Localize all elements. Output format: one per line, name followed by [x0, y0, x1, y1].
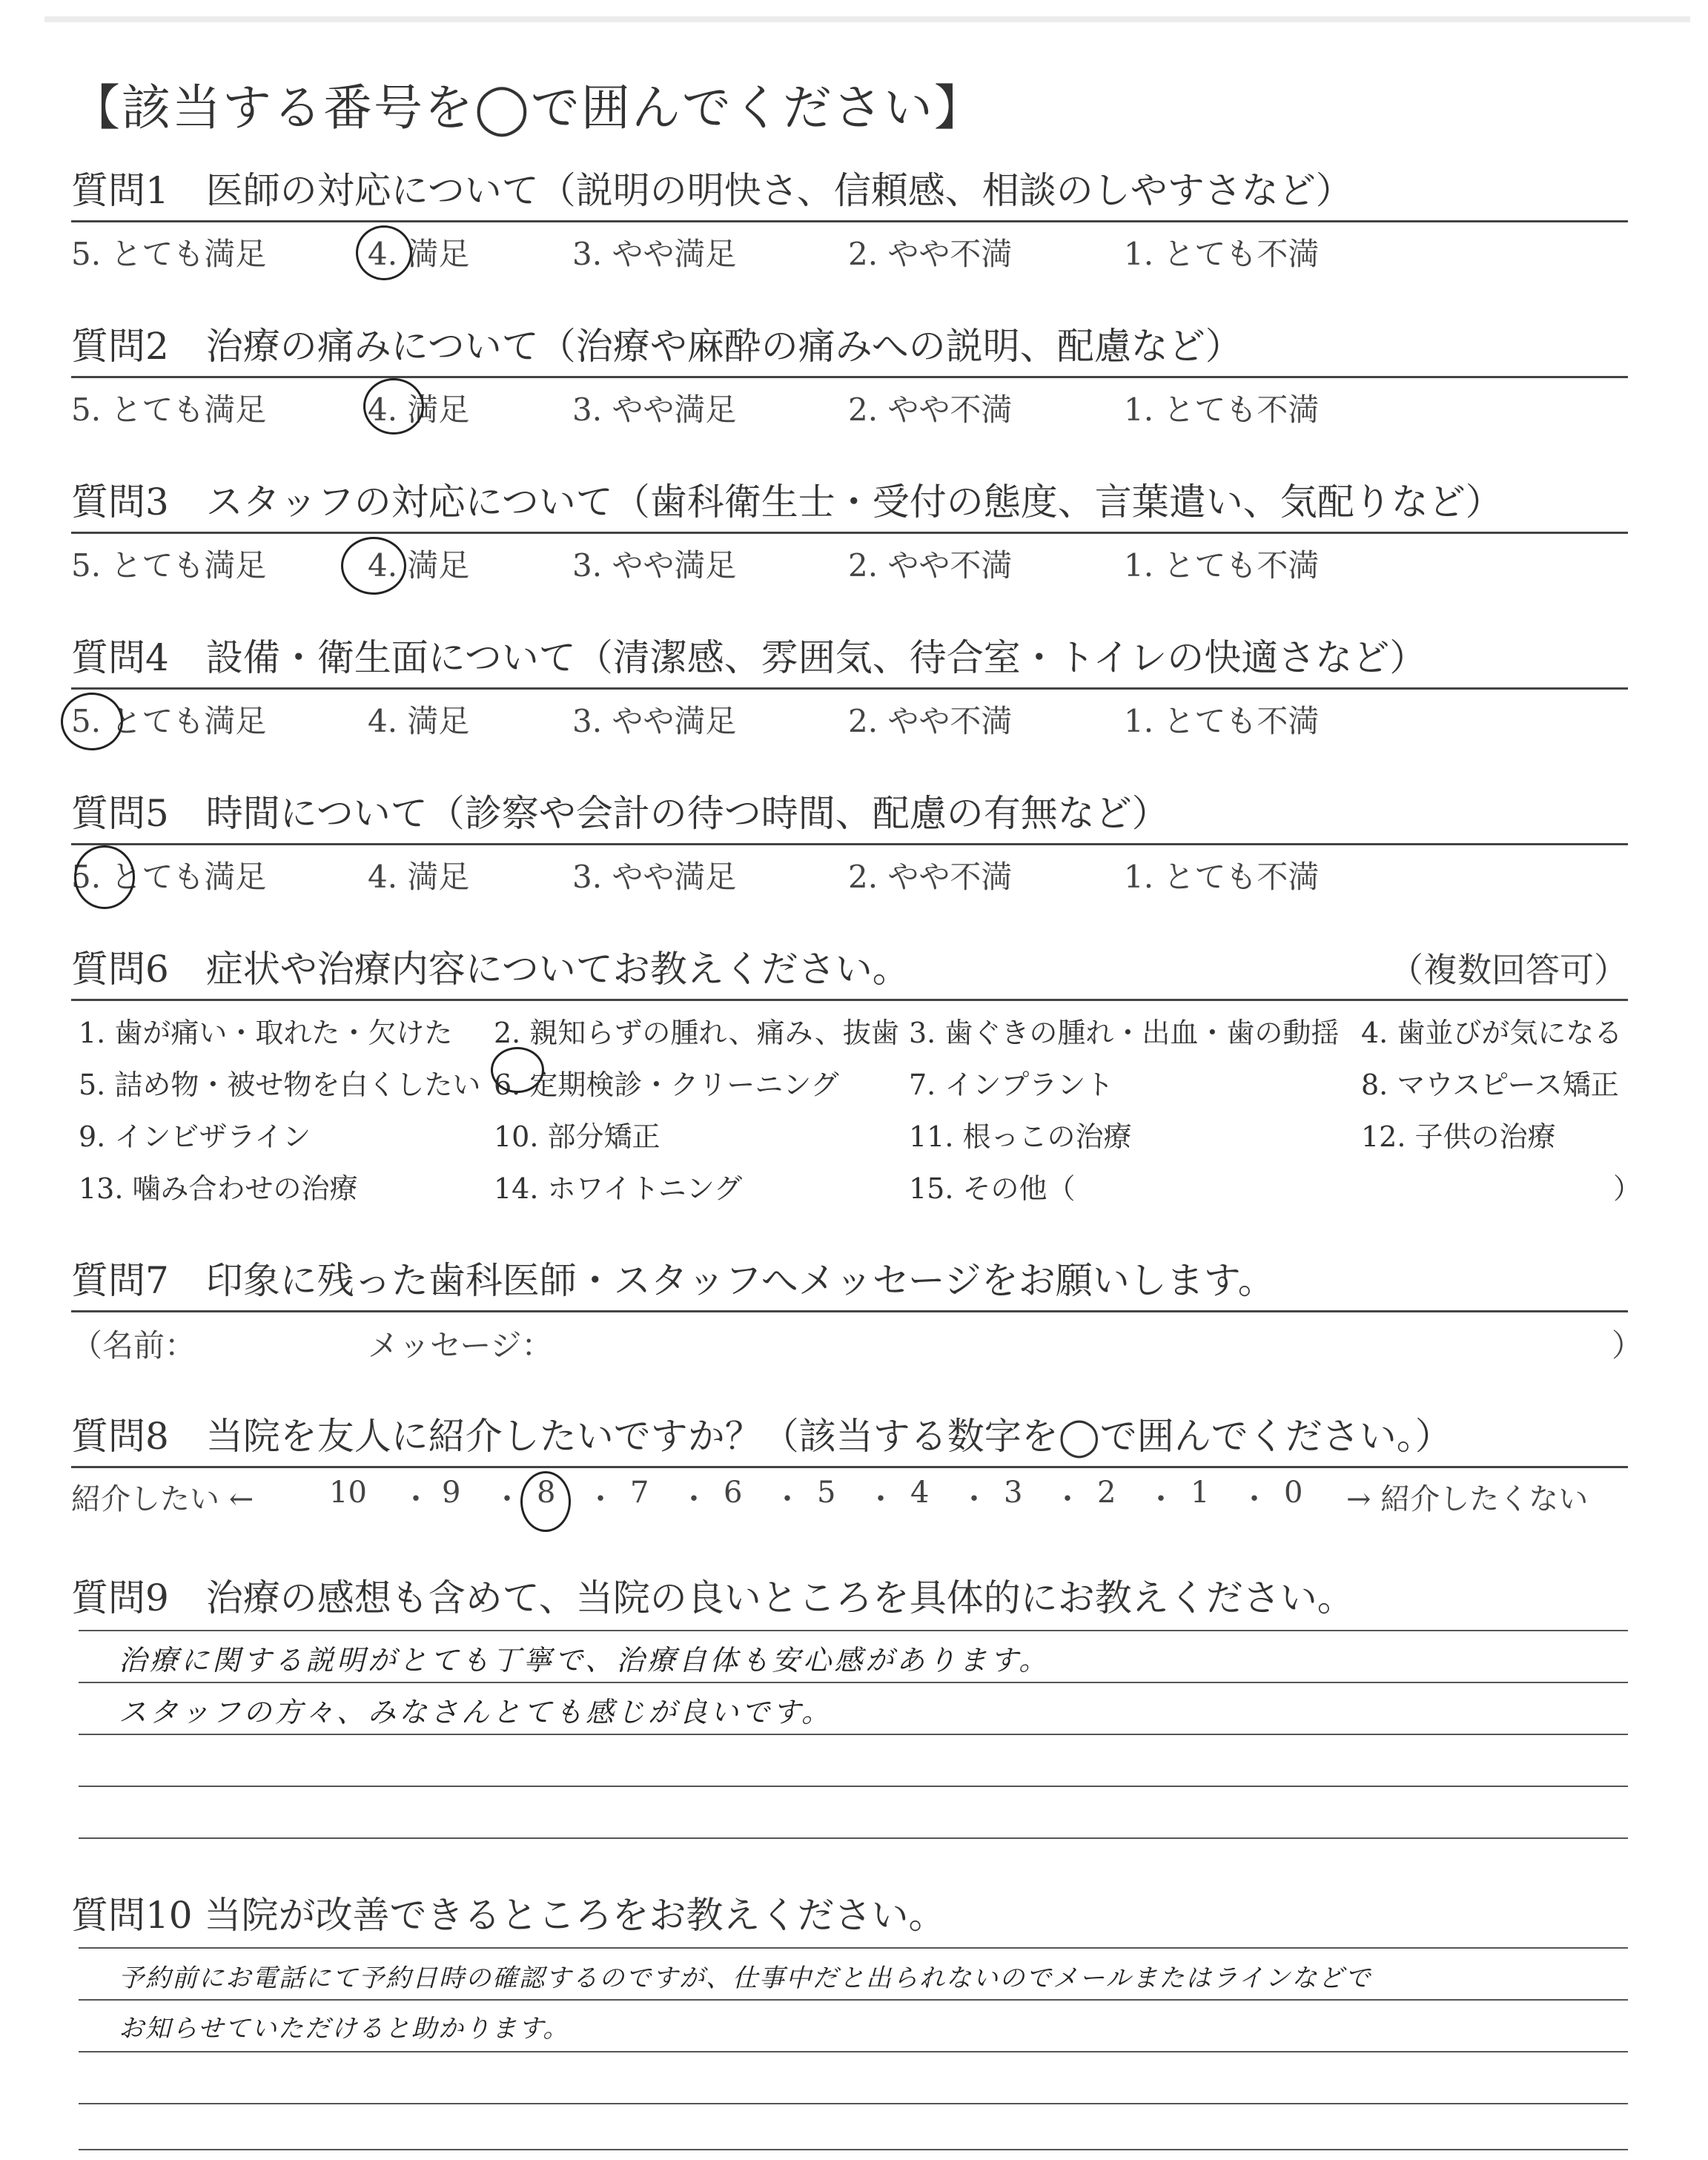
- symptom-option-3[interactable]: 3. 歯ぐきの腫れ・出血・歯の動揺: [909, 1017, 1340, 1049]
- message-field[interactable]: [71, 1321, 1644, 1366]
- writing-line: [79, 1630, 1628, 1631]
- question-rule: [71, 999, 1628, 1001]
- option-5[interactable]: 5. とても満足: [71, 703, 267, 739]
- writing-line: [79, 1734, 1628, 1735]
- scale-value-2[interactable]: 2: [1097, 1476, 1116, 1510]
- question-10: [71, 1889, 1628, 2156]
- option-1[interactable]: 1. とても不満: [1124, 859, 1320, 895]
- option-3[interactable]: 3. やや満足: [572, 703, 737, 739]
- scale-value-0[interactable]: 0: [1284, 1476, 1303, 1510]
- name-label: （名前：: [71, 1327, 196, 1364]
- symptom-option-14[interactable]: 14. ホワイトニング: [494, 1172, 743, 1205]
- question-1: [71, 165, 1628, 276]
- rating-options: [71, 541, 1628, 586]
- question-8: [71, 1410, 1628, 1522]
- scale-value-4[interactable]: 4: [910, 1476, 930, 1510]
- option-2[interactable]: 2. やや不満: [848, 236, 1013, 272]
- symptom-option-11[interactable]: 11. 根っこの治療: [909, 1120, 1132, 1153]
- scale-dot: ・: [772, 1482, 802, 1516]
- message-label: メッセージ：: [368, 1327, 553, 1364]
- scale-dot: ・: [1239, 1482, 1269, 1516]
- question-4-title: 質問4 設備・衛生面について（清潔感、雰囲気、待合室・トイレの快適さなど）: [71, 636, 1427, 679]
- symptom-option-4[interactable]: 4. 歯並びが気になる: [1361, 1017, 1623, 1049]
- question-10-title: 質問10 当院が改善できるところをお教えください。: [71, 1894, 946, 1937]
- symptom-option-10[interactable]: 10. 部分矯正: [494, 1120, 661, 1153]
- handwritten-answer-1: 治療に関する説明がとても丁寧で、治療自体も安心感があります。: [119, 1644, 1050, 1677]
- option-1[interactable]: 1. とても不満: [1124, 392, 1320, 428]
- option-3[interactable]: 3. やや満足: [572, 236, 737, 272]
- symptom-option-15-close: ）: [1613, 1172, 1642, 1205]
- option-4[interactable]: 4. 満足: [368, 236, 470, 272]
- option-2[interactable]: 2. やや不満: [848, 547, 1013, 584]
- option-3[interactable]: 3. やや満足: [572, 547, 737, 584]
- symptom-option-13[interactable]: 13. 噛み合わせの治療: [79, 1172, 358, 1205]
- question-1-title: 質問1 医師の対応について（説明の明快さ、信頼感、相談のしやすさなど）: [71, 169, 1353, 212]
- option-2[interactable]: 2. やや不満: [848, 392, 1013, 428]
- scale-value-5[interactable]: 5: [817, 1476, 836, 1510]
- option-5[interactable]: 5. とても満足: [71, 859, 267, 895]
- question-2-title: 質問2 治療の痛みについて（治療や麻酔の痛みへの説明、配慮など）: [71, 325, 1242, 368]
- option-3[interactable]: 3. やや満足: [572, 859, 737, 895]
- option-1[interactable]: 1. とても不満: [1124, 547, 1320, 584]
- question-rule: [71, 687, 1628, 690]
- symptom-option-9[interactable]: 9. インビザライン: [79, 1120, 311, 1153]
- page-heading: 【該当する番号を◯で囲んでください】: [71, 79, 984, 136]
- symptom-option-6[interactable]: 6. 定期検診・クリーニング: [494, 1069, 839, 1101]
- question-6: [71, 943, 1642, 1210]
- scale-dot: ・: [401, 1482, 431, 1516]
- symptom-option-12[interactable]: 12. 子供の治療: [1361, 1120, 1556, 1153]
- message-close: ）: [1612, 1327, 1644, 1364]
- option-4[interactable]: 4. 満足: [368, 392, 470, 428]
- question-2: [71, 320, 1628, 432]
- rating-options: [71, 386, 1628, 430]
- question-rule: [71, 220, 1628, 222]
- handwritten-answer-2: お知らせていただけると助かります。: [119, 2014, 570, 2044]
- multiple-answers-note: （複数回答可）: [1389, 950, 1628, 990]
- selection-circle: [363, 378, 424, 435]
- option-1[interactable]: 1. とても不満: [1124, 703, 1320, 739]
- scale-dot: ・: [959, 1482, 989, 1516]
- scale-dot: ・: [492, 1482, 522, 1516]
- question-rule: [71, 1466, 1628, 1468]
- scale-value-1[interactable]: 1: [1191, 1476, 1210, 1510]
- question-7: [71, 1255, 1644, 1366]
- selection-circle: [341, 537, 406, 595]
- symptom-option-1[interactable]: 1. 歯が痛い・取れた・欠けた: [79, 1017, 453, 1049]
- scale-left-label: 紹介したい ←: [71, 1482, 254, 1516]
- option-5[interactable]: 5. とても満足: [71, 547, 267, 584]
- handwritten-answer-2: スタッフの方々、みなさんとても感じが良いです。: [119, 1696, 833, 1728]
- scale-right-label: → 紹介したくない: [1346, 1482, 1589, 1516]
- scale-dot: ・: [866, 1482, 896, 1516]
- rating-options: [71, 230, 1628, 274]
- writing-line: [79, 1999, 1628, 2001]
- question-9: [71, 1572, 1628, 1846]
- selection-circle: [61, 693, 123, 750]
- writing-line: [79, 2149, 1628, 2150]
- option-5[interactable]: 5. とても満足: [71, 236, 267, 272]
- option-1[interactable]: 1. とても不満: [1124, 236, 1320, 272]
- scale-value-10[interactable]: 10: [329, 1476, 367, 1510]
- question-4: [71, 632, 1628, 743]
- scale-value-8[interactable]: 8: [537, 1476, 556, 1510]
- scan-top-edge: [44, 16, 1690, 22]
- question-rule: [71, 532, 1628, 534]
- scale-dot: ・: [586, 1482, 615, 1516]
- writing-line: [79, 1786, 1628, 1787]
- scale-dot: ・: [1053, 1482, 1082, 1516]
- symptom-options: [71, 1010, 1643, 1218]
- scale-dot: ・: [679, 1482, 709, 1516]
- referral-scale: [71, 1476, 1628, 1527]
- handwritten-answer-1: 予約前にお電話にて予約日時の確認するのですが、仕事中だと出られないのでメールまたはラインなどで: [119, 1964, 1372, 1993]
- option-5[interactable]: 5. とても満足: [71, 392, 267, 428]
- writing-line: [79, 1947, 1628, 1949]
- question-rule: [71, 843, 1628, 845]
- scale-value-6[interactable]: 6: [724, 1476, 743, 1510]
- symptom-option-7[interactable]: 7. インプラント: [909, 1069, 1114, 1101]
- option-4[interactable]: 4. 満足: [368, 859, 470, 895]
- option-4[interactable]: 4. 満足: [368, 547, 470, 584]
- symptom-option-8[interactable]: 8. マウスピース矯正: [1361, 1069, 1619, 1101]
- question-rule: [71, 376, 1628, 378]
- question-8-title: 質問8 当院を友人に紹介したいですか？（該当する数字を◯で囲んでください。）: [71, 1415, 1452, 1458]
- symptom-option-2[interactable]: 2. 親知らずの腫れ、痛み、抜歯: [494, 1017, 899, 1049]
- scale-value-3[interactable]: 3: [1004, 1476, 1023, 1510]
- option-2[interactable]: 2. やや不満: [848, 859, 1013, 895]
- question-6-title: 質問6 症状や治療内容についてお教えください。: [71, 948, 910, 991]
- selection-circle: [491, 1047, 544, 1093]
- writing-line: [79, 2051, 1628, 2052]
- question-7-title: 質問7 印象に残った歯科医師・スタッフへメッセージをお願いします。: [71, 1259, 1275, 1302]
- question-3: [71, 476, 1628, 587]
- writing-line: [79, 2103, 1628, 2104]
- rating-options: [71, 853, 1628, 897]
- selection-circle: [74, 845, 135, 909]
- symptom-option-15[interactable]: 15. その他（: [909, 1172, 1076, 1205]
- option-3[interactable]: 3. やや満足: [572, 392, 737, 428]
- question-5: [71, 787, 1628, 899]
- writing-line: [79, 1682, 1628, 1683]
- selection-circle: [356, 225, 412, 280]
- symptom-option-5[interactable]: 5. 詰め物・被せ物を白くしたい: [79, 1069, 481, 1101]
- writing-line: [79, 1837, 1628, 1839]
- question-5-title: 質問5 時間について（診察や会計の待つ時間、配慮の有無など）: [71, 792, 1169, 835]
- scale-value-9[interactable]: 9: [442, 1476, 461, 1510]
- selection-circle: [520, 1471, 571, 1532]
- rating-options: [71, 697, 1628, 742]
- option-4[interactable]: 4. 満足: [368, 703, 470, 739]
- scale-value-7[interactable]: 7: [630, 1476, 649, 1510]
- question-rule: [71, 1310, 1628, 1312]
- option-2[interactable]: 2. やや不満: [848, 703, 1013, 739]
- question-9-title: 質問9 治療の感想も含めて、当院の良いところを具体的にお教えください。: [71, 1576, 1354, 1619]
- question-3-title: 質問3 スタッフの対応について（歯科衛生士・受付の態度、言葉遣い、気配りなど）: [71, 480, 1503, 524]
- scale-dot: ・: [1146, 1482, 1176, 1516]
